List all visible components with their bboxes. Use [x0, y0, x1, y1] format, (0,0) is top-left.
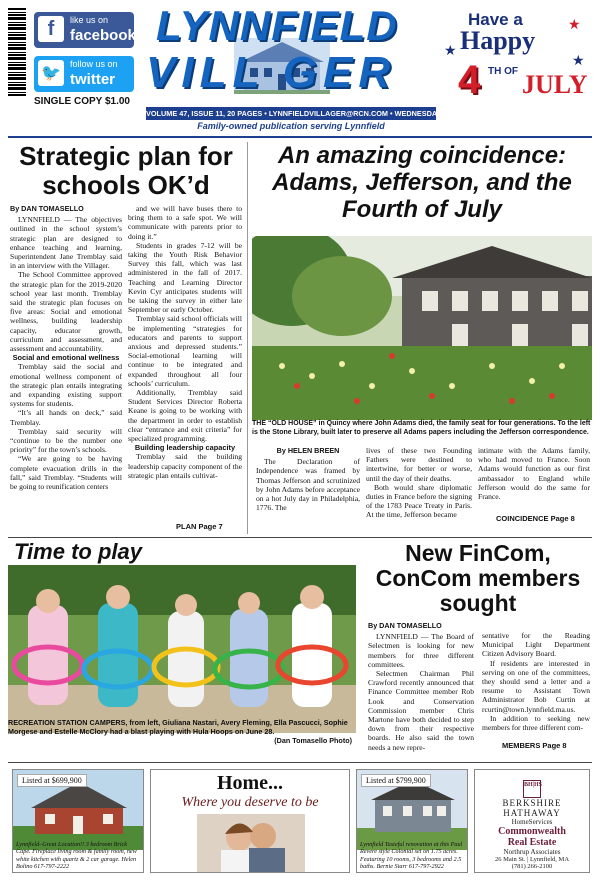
home-ad-subtitle: Where you deserve to be: [181, 795, 319, 810]
column-divider: [247, 142, 248, 534]
coincidence-byline: By HELEN BREEN: [276, 446, 340, 455]
star-icon: ★: [568, 16, 581, 32]
have-a-text: Have a: [468, 10, 523, 29]
bh-line1: BERKSHIRE: [502, 798, 562, 808]
newspaper-title: [146, 2, 428, 102]
fincom-column-2: [482, 631, 590, 732]
section-rule: [8, 537, 592, 538]
campers-photo-caption: [8, 718, 352, 745]
ad-listing-brick-cape[interactable]: [12, 769, 144, 873]
facebook-line2: facebook: [70, 27, 136, 44]
barcode: [8, 8, 26, 96]
star-icon: ★: [572, 52, 585, 68]
facebook-badge[interactable]: [34, 12, 134, 48]
listing-caption: Lynnfield–Great Location!! 3 bedroom Brick Cape. Fireplace living room & family room, new white kitchen with quartz & 2 car garage. Helen Bolino 617-797-2222: [16, 841, 137, 870]
masthead-rule: [8, 136, 592, 138]
happy-4th-badge: [440, 8, 588, 108]
paragraph: The Declaration of Independence was framed by Thomas Jefferson and scrutinized by John Adams before acceptance on a hot July day in Philadelphia, 1776. The: [256, 457, 360, 513]
coincidence-column-3: [478, 446, 590, 501]
july-text: JULY: [522, 70, 588, 99]
strategic-jump-link[interactable]: PLAN Page 7: [176, 522, 223, 531]
fincom-section: [364, 541, 592, 759]
twitter-line2: twitter: [70, 71, 115, 88]
issue-info-bar: VOLUME 47, ISSUE 11, 20 PAGES • LYNNFIELDVILLAGER@RCN.COM • WEDNESDAY, JULY 3, 2019: [146, 109, 489, 118]
paragraph: The School Committee approved the strategic plan for the 2019-2020 school year last month. Tremblay said the strategic plan focuses on five areas: Social and emotional wellness, building leadership capacity, educator growth, curriculum and assessment, and assessment and accountability.: [10, 270, 122, 354]
ad-home-where-you-deserve[interactable]: [150, 769, 350, 873]
strategic-column-1: [10, 204, 122, 491]
paragraph: If residents are interested in serving on one of the committees, they should send a letter and a resume to Assistant Town Administrator Bob Curtin at rcurtin@town.lynnfield.ma.us.: [482, 658, 590, 714]
ad-listing-colonial[interactable]: [356, 769, 468, 873]
strategic-byline: By DAN TOMASELLO: [10, 204, 84, 213]
bh-line5: Real Estate: [507, 837, 557, 848]
ad-berkshire-hathaway[interactable]: [474, 769, 590, 873]
paragraph: intimate with the Adams family, who had moved to France. Soon Adams would function as our first ambassador to England while Jefferson would do the same for France.: [478, 446, 590, 502]
masthead: [0, 0, 600, 135]
coincidence-jump-link[interactable]: COINCIDENCE Page 8: [496, 514, 575, 523]
fourth-numeral: 4: [458, 58, 481, 102]
coincidence-column-2: [366, 446, 472, 520]
strategic-column-2: [128, 204, 242, 480]
campers-caption-text: RECREATION STATION CAMPERS, from left, Giuliana Nastari, Avery Fleming, Ella Pascucci, Sophie Morgese and Estelle McClory had a blast playing with Hula Hoops on June 28.: [8, 718, 348, 736]
hula-hoop-campers-photo: [8, 565, 356, 733]
title-line1: LYNNFIELD: [156, 2, 398, 49]
paragraph: “We are going to be having complete evacuation drills in the fall,” said Tremblay. “Students will be going to reunification centers: [10, 454, 122, 492]
fincom-byline: By DAN TOMASELLO: [368, 621, 442, 630]
star-icon: ★: [444, 42, 457, 58]
fincom-column-1: [368, 621, 474, 752]
home-ad-title: Home...: [216, 772, 284, 794]
bh-monogram-icon: BH|HS: [523, 780, 541, 798]
fincom-headline[interactable]: New FinCom, ConCom members sought: [375, 540, 581, 616]
couple-photo: [197, 814, 305, 872]
paragraph: Additionally, Tremblay said Student Services Director Roberta Keane is going to be working with the department in order to establish clear “entrance and exit criteria” for specialized programming.: [128, 388, 242, 444]
title-line2: VILL GER: [146, 48, 397, 97]
tagline: Family-owned publication serving Lynnfield: [197, 121, 385, 131]
paragraph: Tremblay said the social and emotional wellness component of the strategic plan entails integrating and expanding existing support systems for students.: [10, 362, 122, 409]
subhead-wellness: Social and emotional wellness: [12, 353, 120, 363]
paragraph: “It’s all hands on deck,” said Tremblay.: [10, 408, 122, 427]
happy-text: Happy: [460, 26, 536, 55]
fincom-jump-link[interactable]: MEMBERS Page 8: [502, 741, 567, 750]
time-to-play-headline[interactable]: Time to play: [8, 541, 356, 563]
paragraph: Tremblay said security will “continue to be the number one priority” for the town’s schools.: [10, 426, 122, 455]
subhead-leadership: Building leadership capacity: [134, 443, 236, 453]
paragraph: Selectmen Chairman Phil Crawford recently announced that Finance Committee member Rob Look and Conservation Commission member Chris Martone have both decided to step down from their respective boards. He also said the town needs a new repre-: [368, 669, 474, 752]
twitter-line1: follow us on: [70, 59, 118, 69]
twitter-bird-icon: 🐦: [38, 60, 64, 86]
single-copy-price: SINGLE COPY $1.00: [34, 96, 130, 107]
facebook-line1: like us on: [70, 15, 109, 25]
bh-line4: Commonwealth: [498, 826, 566, 837]
paragraph: Tremblay said school officials will be implementing “strategies for educators and parents to support anxious and depressed students.” Social-emotional learning will continue to be integrated and expanded throughout all four schools’ curriculum.: [128, 314, 242, 388]
paragraph: lives of these two Founding Fathers were destined to intertwine, for better or worse, until the day of their deaths.: [366, 446, 472, 483]
bh-line2: HATHAWAY: [503, 808, 561, 818]
paragraph: sentative for the Reading Municipal Light Department Citizen Advisory Board.: [482, 631, 590, 659]
th-of-text: TH OF: [488, 66, 518, 77]
facebook-icon: f: [38, 16, 64, 42]
paragraph: Tremblay said the building leadership capacity component of the strategic plan entails cultivat-: [128, 452, 242, 480]
paragraph: Students in grades 7-12 will be taking the Youth Risk Behavior Survey this fall, which was last administered in the fall of 2017. Teaching and Learning Director Kevin Cyr anticipates students will be taking the survey in either late September or early October.: [128, 240, 242, 315]
bh-phone: (781) 266-2100: [511, 863, 553, 870]
ad-strip: [8, 762, 592, 874]
strategic-headline[interactable]: Strategic plan for schools OK’d: [19, 141, 233, 200]
paragraph: LYNNFIELD — The objectives outlined in the school system’s strategic plan are designed to enhance teaching and learning, Superintendent Jane Tremblay said in an interview with the Villager.: [10, 215, 122, 271]
paragraph: LYNNFIELD — The Board of Selectmen is looking for new members for three different committees.: [368, 632, 474, 669]
listing-price-tag: Listed at $699,900: [17, 774, 87, 787]
coincidence-column-1: [256, 446, 360, 512]
bh-line3: HomeServices: [511, 818, 553, 826]
photo-credit: (Dan Tomasello Photo): [274, 736, 352, 745]
coincidence-headline[interactable]: An amazing coincidence: Adams, Jefferson, and the Fourth of July: [272, 142, 572, 223]
listing-price-tag: Listed at $799,900: [361, 774, 431, 787]
twitter-badge[interactable]: [34, 56, 134, 92]
bh-logo-group: [475, 773, 589, 870]
paragraph: Both would share diplomatic duties in France before the signing of the 1783 Peace Treaty in Paris. At the time, Jefferson became: [366, 482, 472, 520]
bh-address: 26 Main St. | Lynnfield, MA: [494, 856, 570, 863]
house-photo-caption: THE “OLD HOUSE” in Quincy where John Adams died, the family seat for four generations. To the left is the Stone Library, built later to preserve all Adams papers including the Jefferson correspondence.: [252, 420, 591, 436]
bh-line6: Northrup Associates: [503, 848, 561, 856]
listing-caption: Lynnfield Tasteful renovation at this Paul Revere style Colonial set on 1.75 acres. Featuring 10 rooms, 3 bedrooms and 2.5 baths. Bernie Starr 617-797-2922: [360, 841, 463, 870]
paragraph: and we will have buses there to bring them to a safe spot. We will communicate with parents prior to doing it.”: [128, 204, 242, 241]
paragraph: In addition to seeking new members for three different com-: [482, 713, 590, 733]
adams-old-house-photo: [252, 236, 592, 420]
